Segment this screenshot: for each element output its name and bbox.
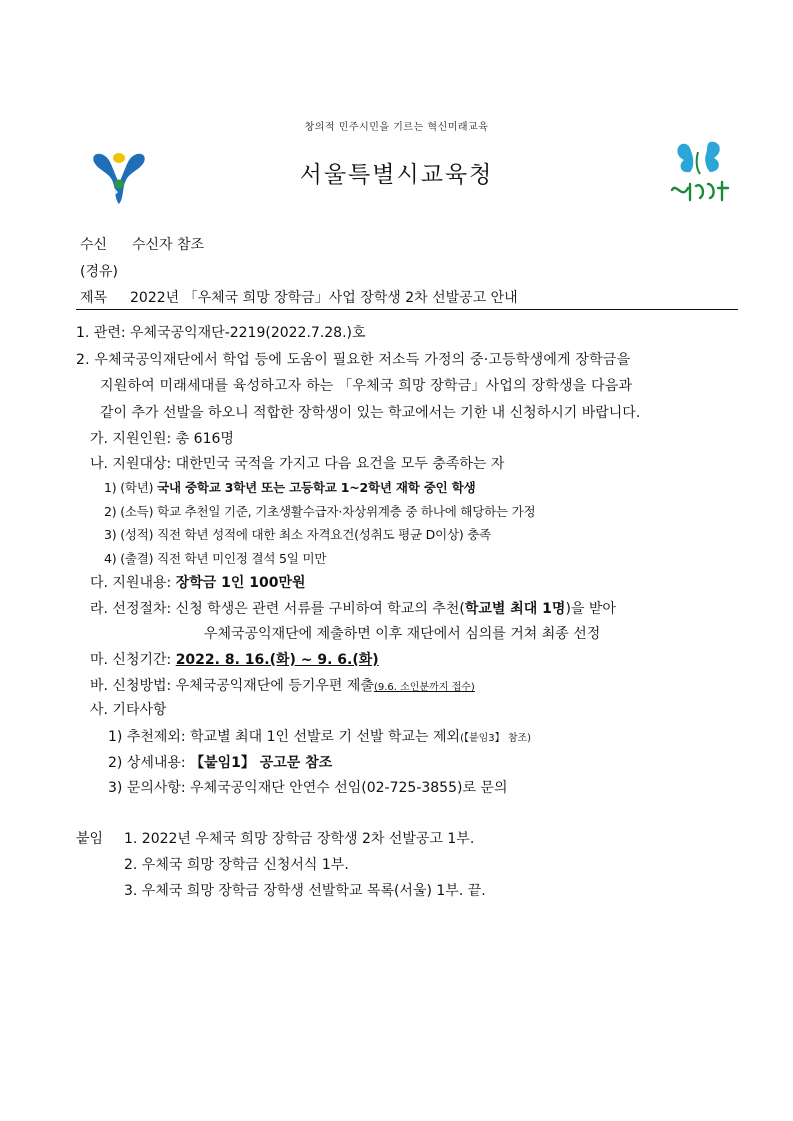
item-2-line-3: 같이 추가 선발을 하오니 적합한 장학생이 있는 학교에서는 기한 내 신청하시기 바랍니다.: [100, 405, 641, 421]
support-content-label: 다. 지원내용:: [90, 575, 176, 591]
item-1-related: 1. 관련: 우체국공익재단-2219(2022.7.28.)호: [76, 325, 366, 341]
application-period-label: 마. 신청기간:: [90, 652, 176, 668]
selection-suffix: )을 받아: [565, 601, 616, 617]
recipient-value: 수신자 참조: [132, 237, 205, 253]
item-ba-application-method: [90, 675, 475, 695]
application-method-text: 바. 신청방법: 우체국공익재단에 등기우편 제출: [90, 678, 374, 694]
application-method-note: (9.6. 소인분까지 접수): [373, 682, 475, 693]
integrity-seoul-education-logo: [666, 138, 734, 208]
item-ra-selection-line-2: 우체국공익재단에 제출하면 이후 재단에서 심의를 거쳐 최종 선정: [204, 626, 601, 642]
recipient-label: 수신: [80, 237, 108, 253]
selection-prefix: 라. 선정절차: 신청 학생은 관련 서류를 구비하여 학교의 추천(: [90, 601, 465, 617]
support-content-amount: 장학금 1인 100만원: [175, 575, 306, 591]
condition-income: 2) (소득) 학교 추천일 기준, 기초생활수급자·차상위계층 중 하나에 해당하는 가정: [104, 504, 536, 519]
other-exclusion: [108, 726, 531, 746]
condition-grade-text: 국내 중학교 3학년 또는 고등학교 1~2학년 재학 중인 학생: [157, 480, 476, 495]
other-details: [108, 752, 332, 772]
header-divider: [76, 309, 738, 310]
details-label: 2) 상세내용:: [108, 755, 191, 771]
item-ga-support-count: 가. 지원인원: 총 616명: [90, 431, 234, 447]
selection-max: 학교별 최대 1명: [464, 601, 566, 617]
item-2-line-1: 2. 우체국공익재단에서 학업 등에 도움이 필요한 저소득 가정의 중·고등학생에게 장학금을: [76, 352, 631, 368]
details-reference: 【붙임1】 공고문 참조: [190, 755, 333, 771]
item-ra-selection-line-1: [90, 598, 616, 618]
attachments-label: 붙임: [76, 831, 104, 847]
organization-name: 서울특별시교육청: [299, 162, 494, 188]
condition-grade-prefix: 1) (학년): [104, 480, 158, 495]
via-line: (경유): [80, 264, 118, 280]
item-sa-other: 사. 기타사항: [90, 702, 167, 718]
item-na-eligibility: 나. 지원대상: 대한민국 국적을 가지고 다음 요건을 모두 충족하는 자: [90, 456, 505, 472]
condition-grade: [104, 478, 475, 496]
application-period-dates: 2022. 8. 16.(화) ~ 9. 6.(화): [175, 652, 379, 668]
exclusion-text: 1) 추천제외: 학교별 최대 1인 선발로 기 선발 학교는 제외: [108, 729, 461, 745]
condition-attendance: 4) (출결) 직전 학년 미인정 결석 5일 미만: [104, 551, 327, 566]
slogan: 창의적 민주시민을 기르는 혁신미래교육: [304, 122, 489, 133]
other-inquiry: 3) 문의사항: 우체국공익재단 안연수 선임(02-725-3855)로 문의: [108, 780, 508, 796]
attachment-1: 1. 2022년 우체국 희망 장학금 장학생 2차 선발공고 1부.: [124, 831, 475, 847]
condition-grades: 3) (성적) 직전 학년 성적에 대한 최소 자격요건(성취도 평균 D이상) 충족: [104, 527, 492, 542]
item-2-line-2: 지원하여 미래세대를 육성하고자 하는 「우체국 희망 장학금」사업의 장학생을 다음과: [100, 378, 633, 394]
item-ma-application-period: [90, 649, 379, 669]
subject-label: 제목: [80, 290, 108, 306]
exclusion-note: (【붙임3】 참조): [460, 733, 532, 744]
subject-value: 2022년 「우체국 희망 장학금」사업 장학생 2차 선발공고 안내: [130, 290, 518, 306]
attachment-3: 3. 우체국 희망 장학금 장학생 선발학교 목록(서울) 1부. 끝.: [124, 883, 486, 899]
item-da-support-content: [90, 572, 306, 592]
attachment-2: 2. 우체국 희망 장학금 신청서식 1부.: [124, 857, 349, 873]
